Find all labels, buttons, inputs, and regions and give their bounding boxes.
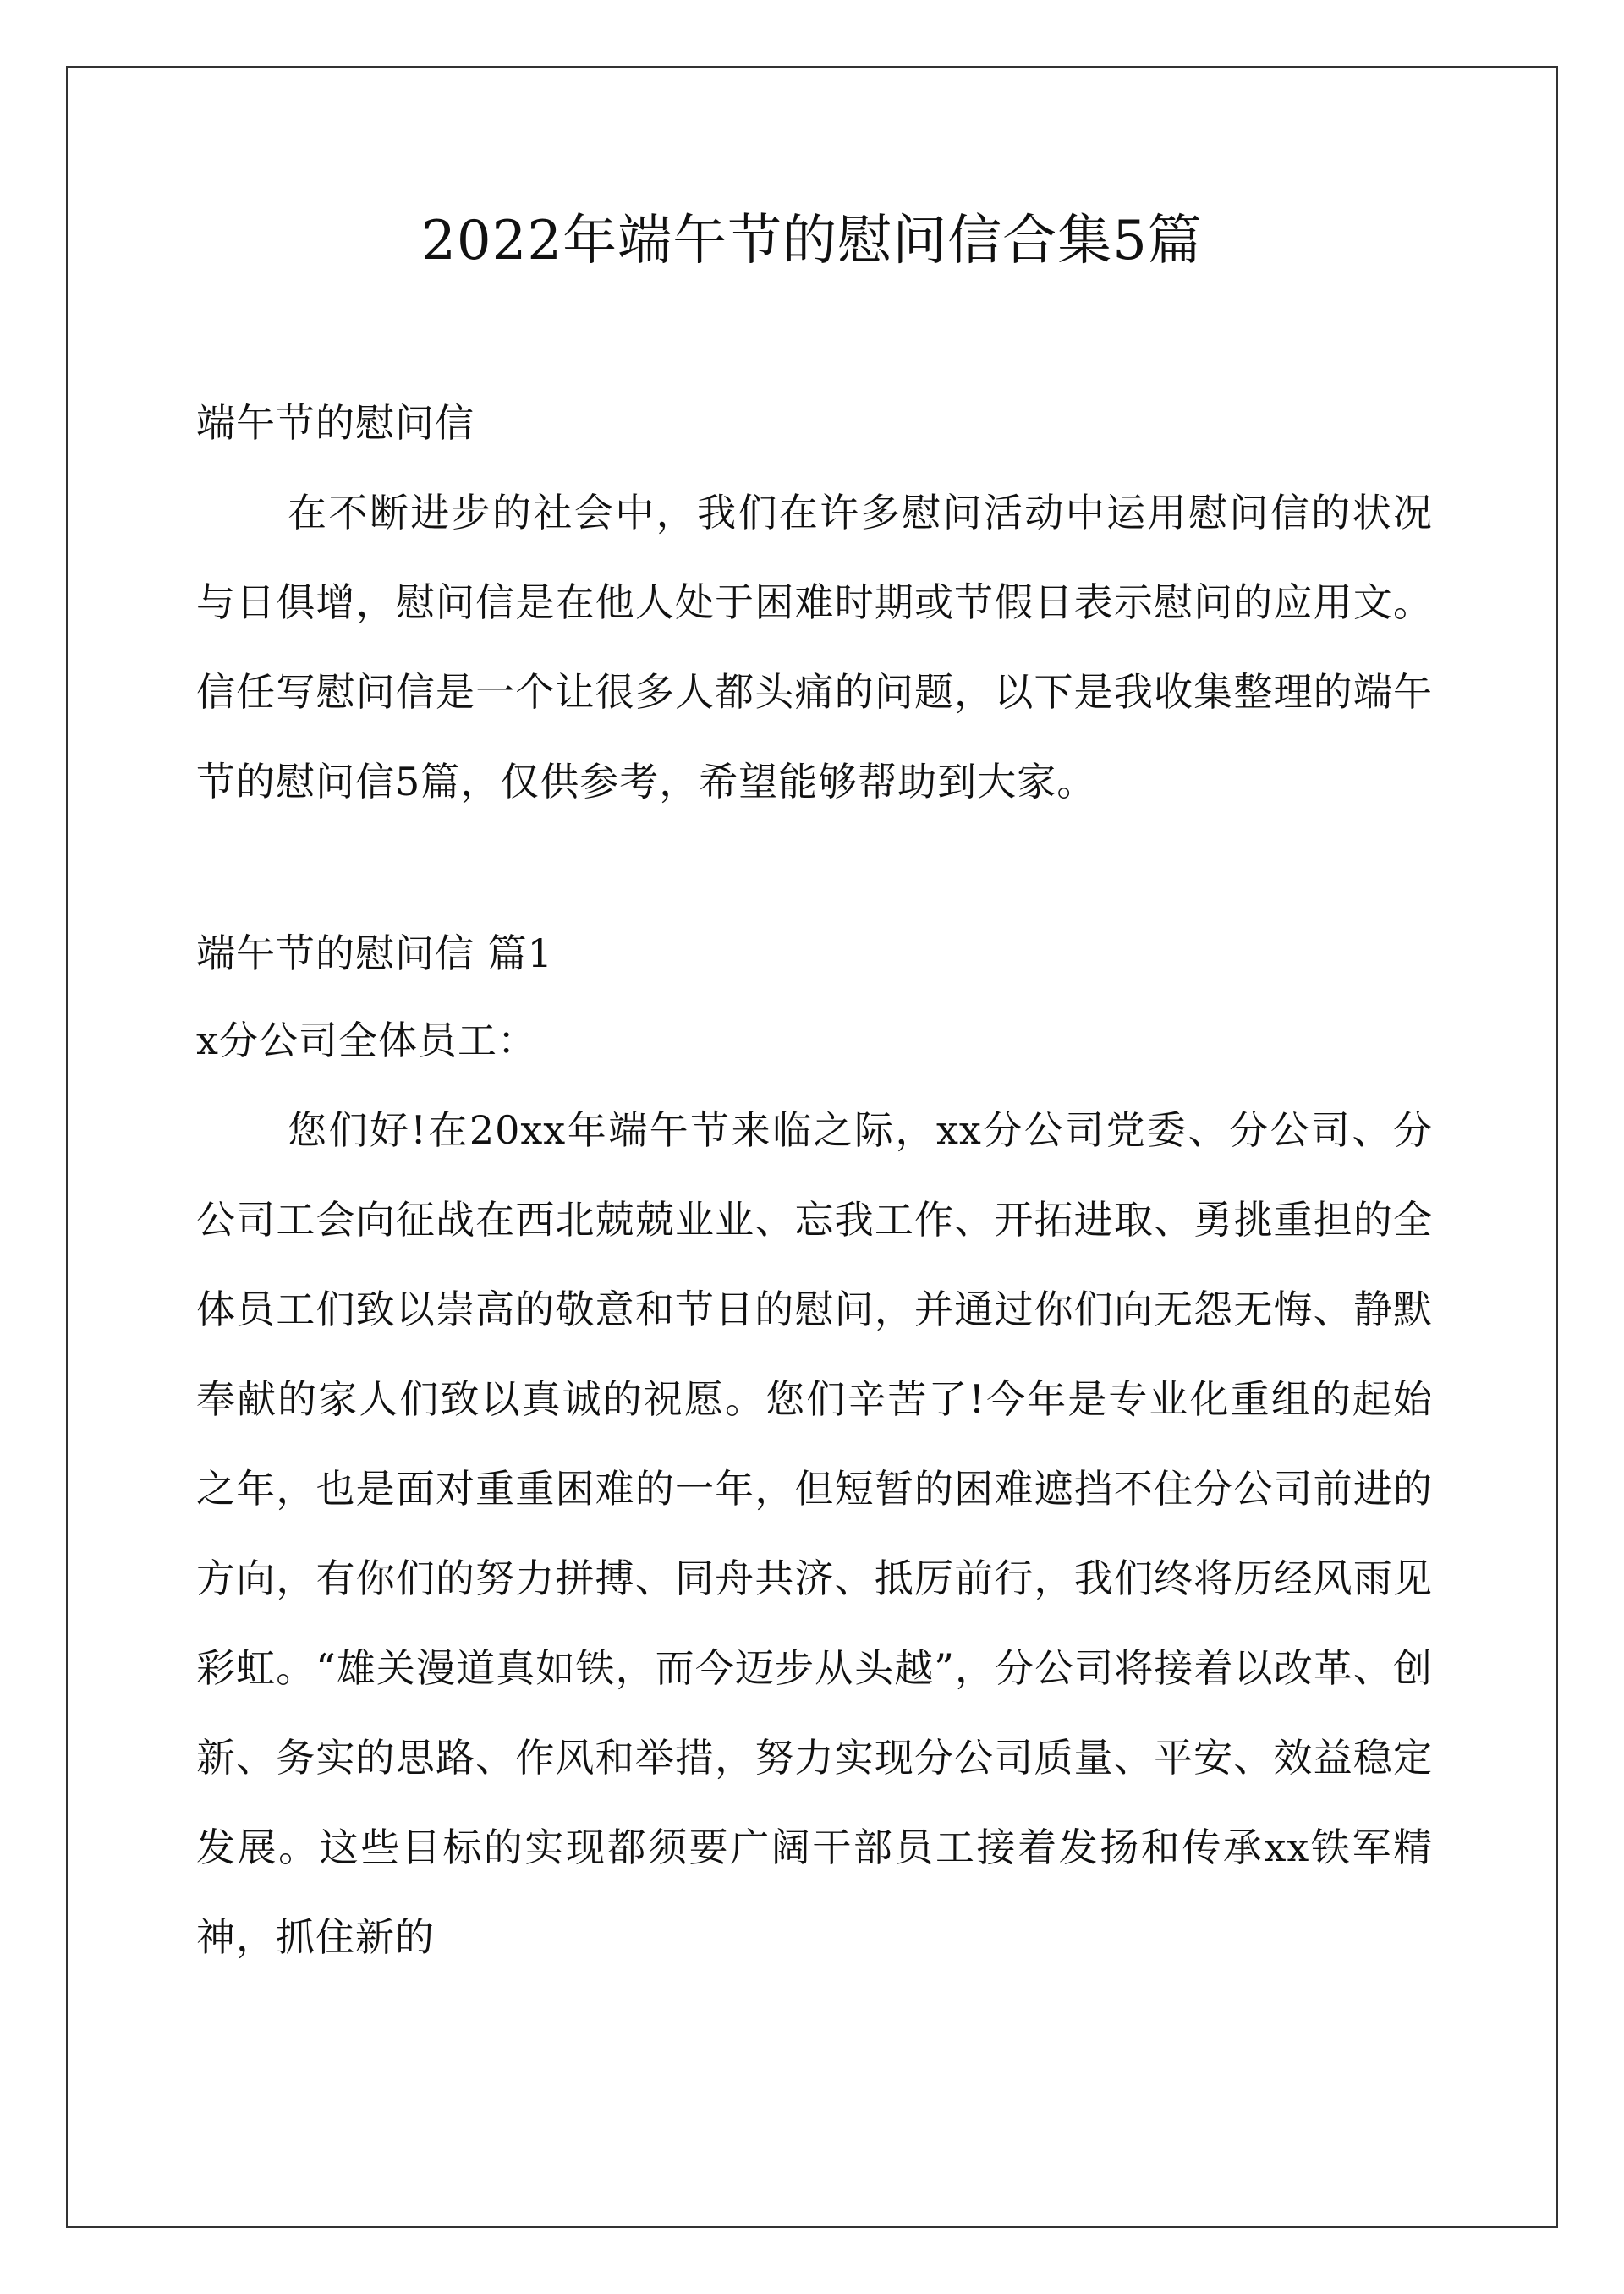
section1-body: 您们好!在20xx年端午节来临之际，xx分公司党委、分公司、分公司工会向征战在西北兢兢业业、忘我工作、开拓进取、勇挑重担的全体员工们致以崇高的敬意和节日的慰问，并通过你们向无怨无悔、静默奉献的家人们致以真诚的祝愿。您们辛苦了!今年是专业化重组的起始之年，也是面对重重困难的一年，但短暂的困难遮挡不住分公司前进的方向，有你们的努力拼搏、同舟共济、抵厉前行，我们终将历经风雨见彩虹。“雄关漫道真如铁，而今迈步从头越”，分公司将接着以改革、创新、务实的思路、作风和举措，努力实现分公司质量、平安、效益稳定发展。这些目标的实现都须要广阔干部员工接着发扬和传承xx铁军精神，抓住新的: [196, 1107, 1433, 1960]
intro-heading: 端午节的慰问信: [196, 400, 475, 446]
document-body: [196, 378, 1433, 1982]
intro-paragraph: 在不断进步的社会中，我们在许多慰问活动中运用慰问信的状况与日俱增，慰问信是在他人处于困难时期或节假日表示慰问的应用文。信任写慰问信是一个让很多人都头痛的问题，以下是我收集整理的端午节的慰问信5篇，仅供参考，希望能够帮助到大家。: [196, 490, 1433, 804]
section1-salutation: x分公司全体员工：: [196, 1018, 537, 1063]
document-title: 2022年端午节的慰问信合集5篇: [421, 210, 1203, 272]
section-gap: [196, 826, 1433, 911]
section1-heading: 端午节的慰问信 篇1: [196, 930, 553, 976]
